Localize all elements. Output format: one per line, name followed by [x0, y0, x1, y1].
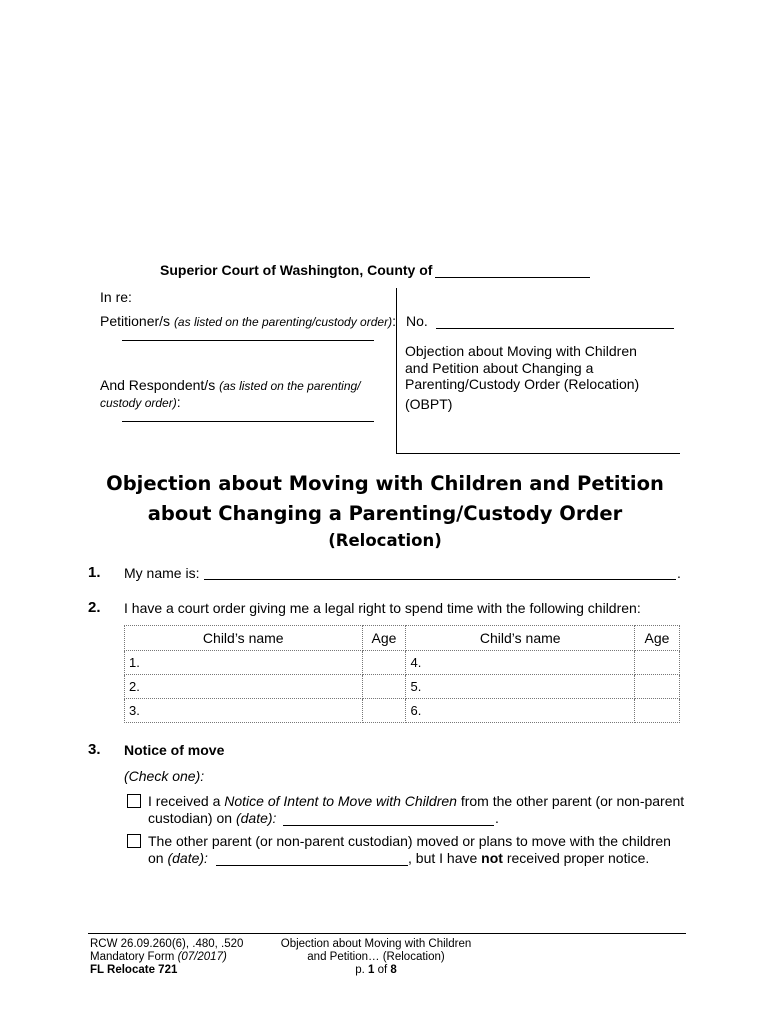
- form-title-line-3: (Relocation): [328, 531, 442, 550]
- header-child-name: Child’s name: [406, 626, 635, 651]
- section-3-number: 3.: [88, 741, 101, 758]
- caption-doc-title: Objection about Moving with Children and Petition about Changing a Parenting/Custody Order (Relocation) (OBPT): [405, 343, 640, 412]
- in-re-label: In re:: [100, 289, 132, 305]
- form-title-line-1: Objection about Moving with Children and Petition: [106, 472, 664, 495]
- children-table-header: [125, 626, 680, 651]
- case-number-label: No.: [406, 313, 428, 329]
- section-3-title: Notice of move: [124, 742, 225, 758]
- age-cell[interactable]: [635, 651, 680, 675]
- footer-center: Objection about Moving with Children and Petition… (Relocation) p. 1 of 8: [270, 938, 482, 977]
- move-date-blank[interactable]: [216, 850, 408, 866]
- age-cell[interactable]: [362, 699, 406, 723]
- section-1-period: .: [677, 565, 681, 581]
- check-one-label: (Check one):: [124, 768, 205, 784]
- child-name-cell[interactable]: 5.: [406, 675, 635, 699]
- section-2-text: I have a court order giving me a legal right to spend time with the following children:: [124, 600, 641, 616]
- respondent-label: And Respondent/s (as listed on the parenting/ custody order):: [100, 377, 361, 410]
- name-blank[interactable]: [204, 565, 676, 580]
- caption-bottom-rule: [396, 453, 680, 454]
- age-cell[interactable]: [362, 651, 406, 675]
- option-1-period: .: [495, 810, 499, 826]
- option-1-line-2: custodian) on (date):: [148, 810, 277, 826]
- child-name-cell[interactable]: 1.: [125, 651, 363, 675]
- option-1-checkbox[interactable]: [127, 794, 141, 808]
- age-cell[interactable]: [635, 699, 680, 723]
- footer-rule: [88, 933, 686, 934]
- footer-left: RCW 26.09.260(6), .480, .520 Mandatory Form (07/2017) FL Relocate 721: [90, 938, 244, 976]
- header-age: Age: [635, 626, 680, 651]
- option-2-line-2b: , but I have not received proper notice.: [408, 850, 650, 866]
- option-2-checkbox[interactable]: [127, 834, 141, 848]
- form-title-line-2: about Changing a Parenting/Custody Order: [147, 502, 623, 525]
- court-heading: Superior Court of Washington, County of: [160, 262, 590, 278]
- option-2-line-1: The other parent (or non-parent custodian) moved or plans to move with the children: [148, 833, 671, 849]
- county-blank[interactable]: [435, 263, 590, 278]
- age-cell[interactable]: [635, 675, 680, 699]
- page-number: p. 1 of 8: [355, 964, 397, 976]
- section-2-number: 2.: [88, 599, 101, 616]
- header-child-name: Child’s name: [125, 626, 363, 651]
- notice-date-blank[interactable]: [283, 810, 494, 826]
- table-row: [125, 699, 680, 723]
- child-name-cell[interactable]: 2.: [125, 675, 363, 699]
- age-cell[interactable]: [362, 675, 406, 699]
- option-1-line-1: I received a Notice of Intent to Move with Children from the other parent (or non-parent: [148, 793, 685, 809]
- section-1-number: 1.: [88, 564, 101, 581]
- petitioner-label: Petitioner/s (as listed on the parenting/custody order):: [100, 313, 396, 329]
- header-age: Age: [362, 626, 406, 651]
- caption-divider: [396, 288, 397, 454]
- petitioner-blank[interactable]: [122, 340, 374, 341]
- table-row: [125, 651, 680, 675]
- child-name-cell[interactable]: 4.: [406, 651, 635, 675]
- child-name-cell[interactable]: 6.: [406, 699, 635, 723]
- option-2-line-2a: on (date):: [148, 850, 208, 866]
- children-table: [124, 625, 680, 723]
- case-number-blank[interactable]: [436, 313, 674, 329]
- section-1-text: My name is:: [124, 565, 200, 581]
- respondent-blank[interactable]: [122, 421, 374, 422]
- child-name-cell[interactable]: 3.: [125, 699, 363, 723]
- table-row: [125, 675, 680, 699]
